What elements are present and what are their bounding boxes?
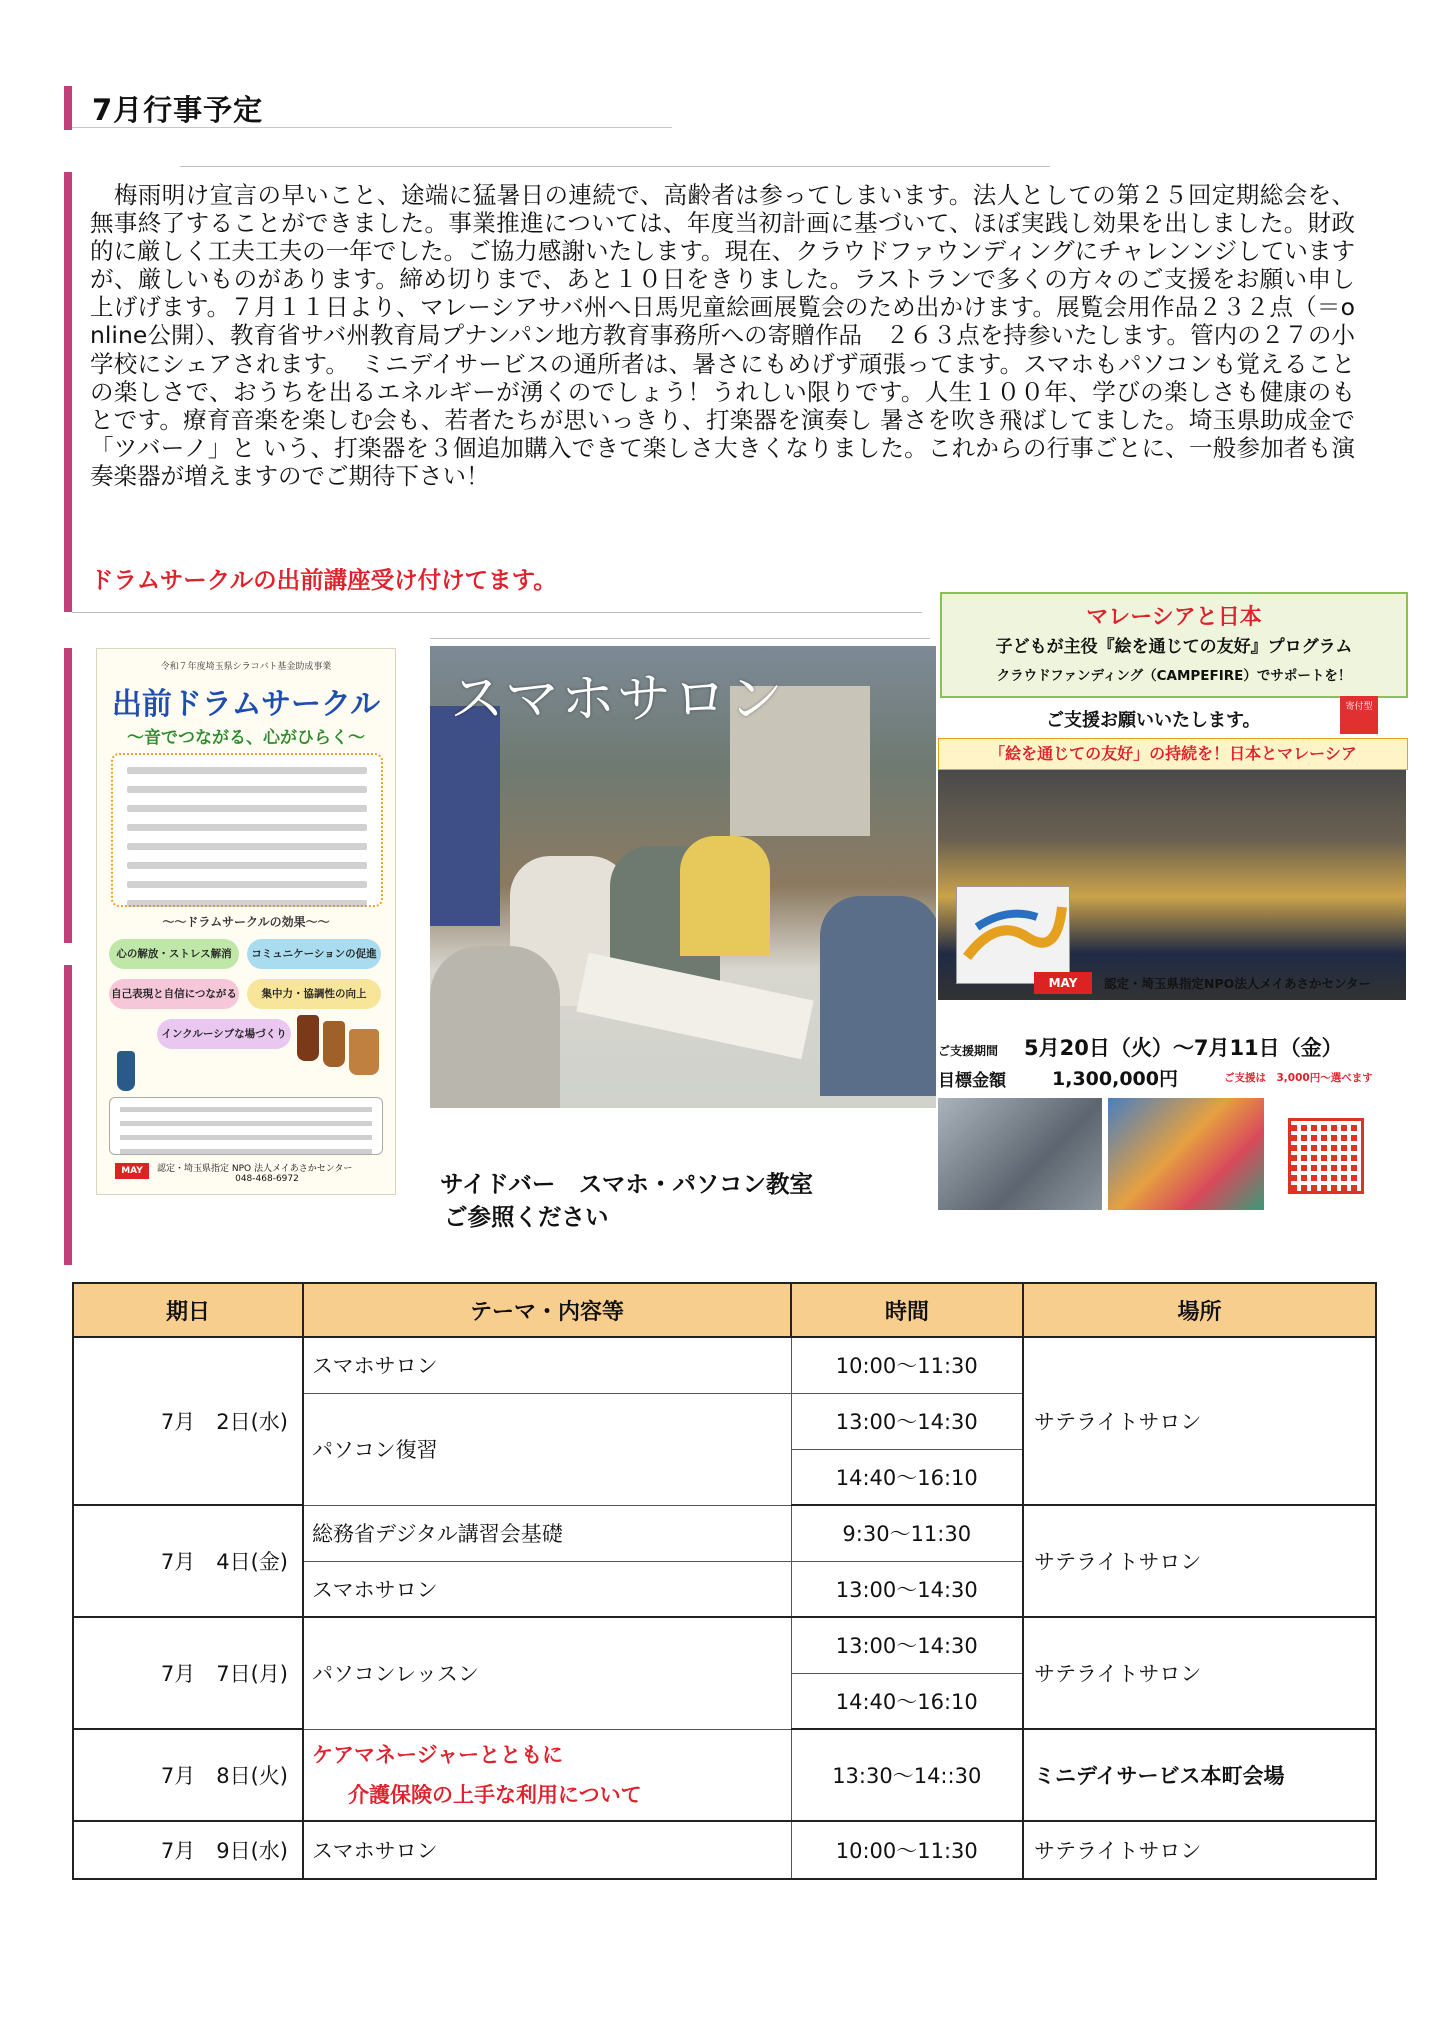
page-title: 7月行事予定 <box>92 93 264 127</box>
row-place: サテライトサロン <box>1023 1821 1376 1879</box>
flyer-phone: 048-468-6972 <box>235 1174 299 1184</box>
smartphone-salon-photo <box>430 646 936 1108</box>
row-date: 7月 8日(火) <box>73 1729 303 1821</box>
flyer-org: 認定・埼玉県指定 NPO 法人メイあさかセンター <box>157 1164 353 1174</box>
row-time: 13:00～14:30 <box>791 1617 1023 1673</box>
intro-paragraph: 梅雨明け宣言の早いこと、途端に猛暑日の連続で、高齢者は参ってしまいます。法人としての第２５回定期総会を、無事終了することができました。事業推進については、年度当初計画に基づいて、ほぼ実践し効果を出しました。財政的に厳しく工夫工夫の一年でした。ご協力感謝いたします。現在、クラウドファウンディングにチャレンンジしていますが、厳しいものがあります。締め切りまで、あと１０日をきりました。ラストランで多くの方々のご支援をお願い申し上げげます。７月１１日より、マレーシアサバ州へ日馬児童絵画展覧会のため出かけます。展覧会用作品２３２点（＝online公開）、教育省サバ州教育局プナンパン地方教育事務所への寄贈作品 ２６３点を持参いたします。管内の２７の小学校にシェアされます。 ミニデイサービスの通所者は、暑さにもめげず頑張ってます。スマホもパソコンも覚えることの楽しさで、おうちを出るエネルギーが湧くのでしょう！うれしい限りです。人生１００年、学びの楽しさも健康のもとです。療育音楽を楽しむ会も、若者たちが思いっきり、打楽器を演奏し 暑さを吹き飛ばしてました。埼玉県助成金で「ツバーノ」と いう、打楽器を３個追加購入できて楽しさ大きくなりました。これからの行事ごとに、一般参加者も演奏楽器が増えますのでご期待下さい！ <box>90 181 1355 490</box>
flyer-recommend-box <box>109 1097 383 1155</box>
flyer-description-box <box>111 753 383 907</box>
photo-top-divider <box>430 638 930 639</box>
row-place: サテライトサロン <box>1023 1617 1376 1729</box>
header-place: 場所 <box>1023 1283 1376 1337</box>
body-bottom-divider <box>72 612 922 613</box>
crowdfunding-ad <box>938 590 1408 1216</box>
flyer-effect-pill: コミュニケーションの促進 <box>247 939 381 969</box>
row-theme-care <box>303 1729 791 1821</box>
qr-code-icon[interactable] <box>1288 1118 1364 1194</box>
flyer-footer <box>157 1161 377 1184</box>
ad-crowdfunding: クラウドファンディング（CAMPEFIRE）でサポートを！ <box>996 668 1352 684</box>
row-time: 13:30～14::30 <box>791 1729 1023 1821</box>
row-date: 7月 4日(金) <box>73 1505 303 1617</box>
row-theme-line1: ケアマネージャーとともに <box>312 1742 564 1767</box>
row-date: 7月 9日(水) <box>73 1821 303 1879</box>
header-theme: テーマ・内容等 <box>303 1283 791 1337</box>
drum-icon <box>323 1021 345 1067</box>
child-painting-photo <box>1108 1098 1264 1210</box>
row-date: 7月 2日(水) <box>73 1337 303 1505</box>
exhibition-hall-photo <box>938 1098 1102 1210</box>
row-place: ミニデイサービス本町会場 <box>1023 1729 1376 1821</box>
body-top-divider <box>180 166 1050 167</box>
row-time: 10:00～11:30 <box>791 1821 1023 1879</box>
table-row <box>73 1617 1376 1673</box>
exhibition-photo <box>938 770 1406 1000</box>
drum-icon <box>117 1051 135 1091</box>
flyer-effect-pill: 自己表現と自信につながる <box>109 979 239 1009</box>
ad-subtitle: 子どもが主役『絵を通じての友好』プログラム <box>995 637 1353 657</box>
ad-goal-label: 目標金額 <box>938 1071 1006 1091</box>
photo-label: スマホサロン <box>450 667 785 730</box>
row-time: 13:00～14:30 <box>791 1393 1023 1449</box>
table-row <box>73 1505 1376 1561</box>
row-date: 7月 7日(月) <box>73 1617 303 1729</box>
body-accent-bar <box>64 172 72 612</box>
may-logo: MAY <box>1034 972 1092 994</box>
media-accent-bar <box>64 648 72 943</box>
title-accent-bar <box>64 86 72 130</box>
ad-header <box>940 592 1408 698</box>
row-theme: スマホサロン <box>303 1337 791 1393</box>
row-time: 10:00～11:30 <box>791 1337 1023 1393</box>
ad-period-label: ご支援期間 <box>938 1044 999 1058</box>
flyer-effect-pill: 集中力・協調性の向上 <box>247 979 381 1009</box>
ad-goal-note: ご支援は 3,000円～選べます <box>1224 1072 1373 1084</box>
ad-goal: 1,300,000円 <box>1052 1068 1178 1090</box>
ad-period: 5月20日（火）～7月11日（金） <box>1024 1036 1343 1060</box>
sidebar-note-line2: ご参照ください <box>444 1203 609 1231</box>
title-divider <box>72 127 672 128</box>
row-place: サテライトサロン <box>1023 1505 1376 1617</box>
table-row <box>73 1337 1376 1393</box>
row-theme: パソコン復習 <box>303 1393 791 1505</box>
row-theme: パソコンレッスン <box>303 1617 791 1729</box>
table-row <box>73 1729 1376 1821</box>
row-time: 13:00～14:30 <box>791 1561 1023 1617</box>
flyer-subtitle: ～音でつながる、心がひらく～ <box>127 728 365 748</box>
map-icon <box>956 886 1070 984</box>
drum-icon <box>297 1015 319 1061</box>
row-place: サテライトサロン <box>1023 1337 1376 1505</box>
table-row <box>73 1821 1376 1879</box>
flyer-effect-pill: 心の解放・ストレス解消 <box>109 939 239 969</box>
row-theme: スマホサロン <box>303 1561 791 1617</box>
row-theme: スマホサロン <box>303 1821 791 1879</box>
drum-icon <box>349 1029 379 1075</box>
donation-badge-label: 寄付型 <box>1345 702 1373 712</box>
row-theme: 総務省デジタル講習会基礎 <box>303 1505 791 1561</box>
ad-ask: ご支援お願いいたします。 <box>1046 710 1261 731</box>
sidebar-note-line1: サイドバー スマホ・パソコン教室 <box>440 1170 813 1198</box>
drum-circle-flyer <box>96 648 396 1195</box>
ad-title: マレーシアと日本 <box>1086 605 1262 630</box>
donation-badge <box>1340 696 1378 734</box>
media-accent-bar-lower <box>64 965 72 1265</box>
row-time: 9:30～11:30 <box>791 1505 1023 1561</box>
flyer-grant-note: 令和７年度埼玉県シラコバト基金助成事業 <box>160 662 332 672</box>
flyer-effects-heading: ～～ドラムサークルの効果～～ <box>162 915 330 929</box>
may-logo: MAY <box>115 1163 149 1179</box>
ad-org: 認定・埼玉県指定NPO法人メイあさかセンター <box>1104 976 1371 991</box>
flyer-title: 出前ドラムサークル <box>111 687 381 722</box>
sidebar-note <box>440 1168 813 1234</box>
drum-circle-notice: ドラムサークルの出前講座受け付けてます。 <box>90 566 557 594</box>
row-time: 14:40～16:10 <box>791 1673 1023 1729</box>
row-time: 14:40～16:10 <box>791 1449 1023 1505</box>
schedule-table <box>72 1282 1377 1880</box>
row-theme-line2: 介護保険の上手な利用について <box>348 1782 642 1807</box>
header-date: 期日 <box>73 1283 303 1337</box>
ad-banner: 「絵を通じての友好」の持続を！日本とマレーシア <box>938 738 1408 770</box>
flyer-effect-pill: インクルーシブな場づくり <box>157 1019 291 1049</box>
header-time: 時間 <box>791 1283 1023 1337</box>
